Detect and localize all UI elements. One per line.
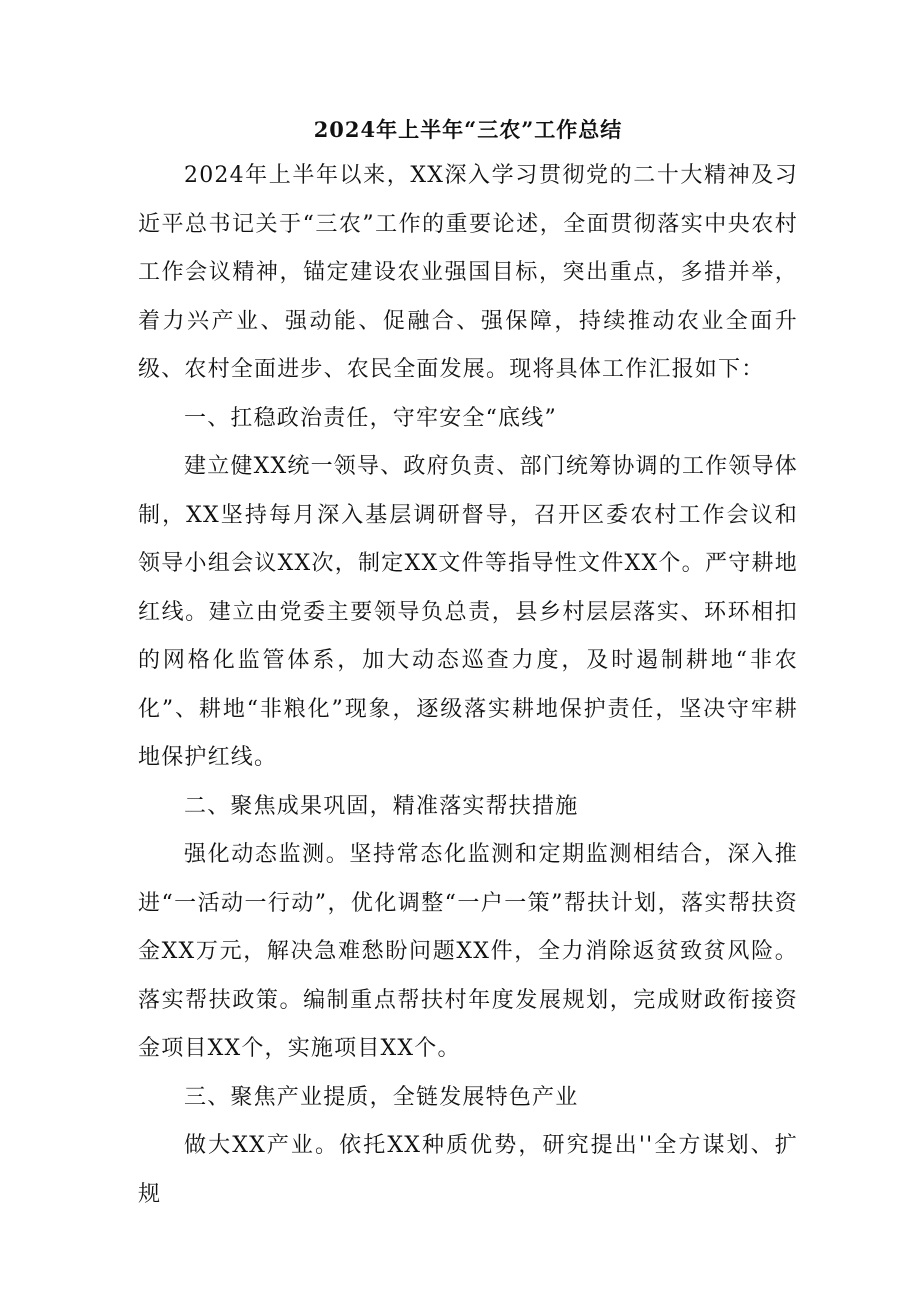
section-heading-2: 二、聚焦成果巩固，精准落实帮扶措施 xyxy=(184,793,579,819)
document-content xyxy=(138,108,798,1219)
intro-paragraph: 2024年上半年以来，XX深入学习贯彻党的二十大精神及习近平总书记关于“三农”工作的重要论述，全面贯彻落实中央农村工作会议精神，锚定建设农业强国目标，突出重点，多措并举，着力兴产业、强动能、促融合、强保障，持续推动农业全面升级、农村全面进步、农民全面发展。现将具体工作汇报如下： xyxy=(138,163,798,382)
section-heading-3: 三、聚焦产业提质，全链发展特色产业 xyxy=(184,1084,579,1110)
document-title: 2024年上半年“三农”工作总结 xyxy=(313,117,623,142)
section-heading-1: 一、扛稳政治责任，守牢安全“底线” xyxy=(184,405,557,431)
section-body-1: 建立健XX统一领导、政府负责、部门统筹协调的工作领导体制，XX坚持每月深入基层调研督导，召开区委农村工作会议和领导小组会议XX次，制定XX文件等指导性文件XX个。严守耕地红线。建立由党委主要领导负总责，县乡村层层落实、环环相扣的网格化监管体系，加大动态巡查力度，及时遏制耕地“非农化”、耕地“非粮化”现象，逐级落实耕地保护责任，坚决守牢耕地保护红线。 xyxy=(138,454,798,770)
section-body-2: 强化动态监测。坚持常态化监测和定期监测相结合，深入推进“一活动一行动”，优化调整“一户一策”帮扶计划，落实帮扶资金XX万元，解决急难愁盼问题XX件，全力消除返贫致贫风险。落实帮扶政策。编制重点帮扶村年度发展规划，完成财政衔接资金项目XX个，实施项目XX个。 xyxy=(138,842,798,1061)
section-body-3: 做大XX产业。依托XX种质优势，研究提出''全方谋划、扩规 xyxy=(138,1133,798,1207)
